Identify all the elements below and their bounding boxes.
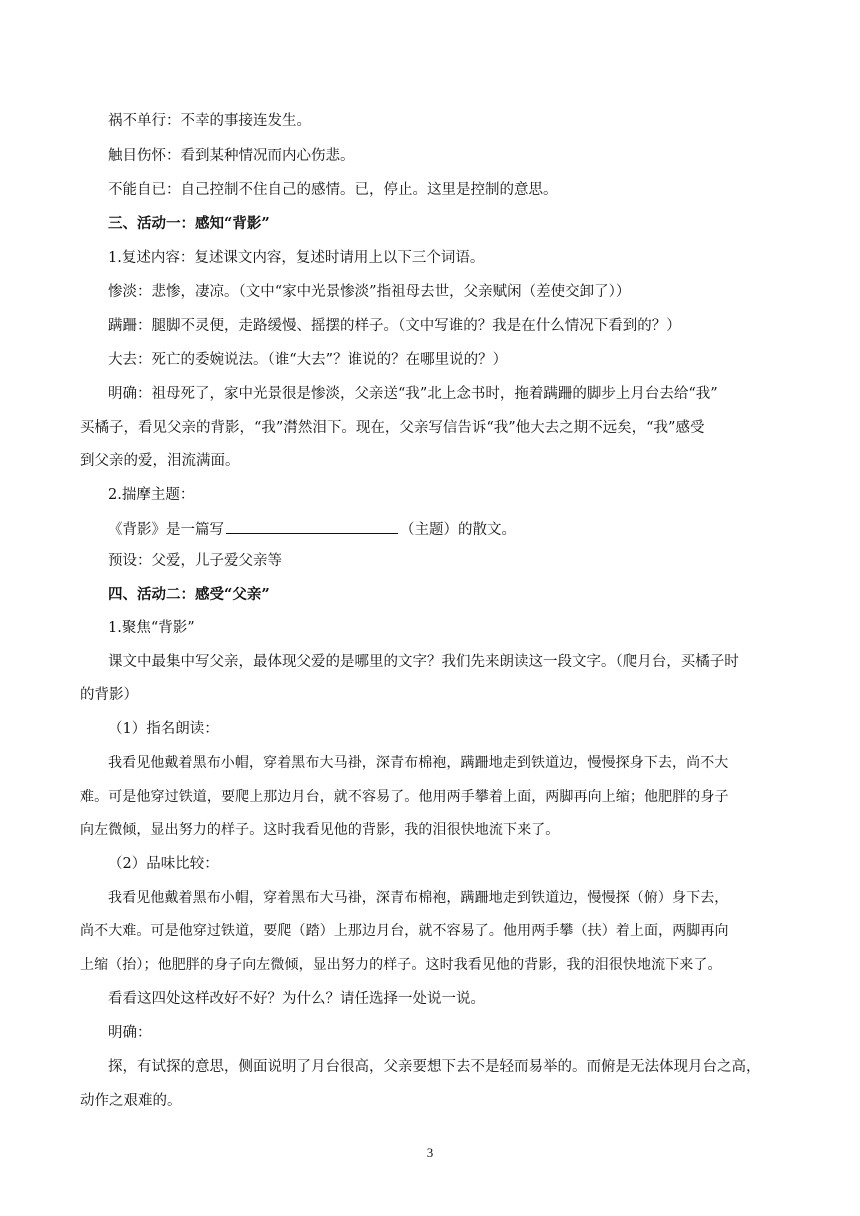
text-line: 祸不单行：不幸的事接连发生。 <box>108 113 311 129</box>
text-line: 大去：死亡的委婉说法。（谁“大去”？谁说的？在哪里说的？） <box>108 352 508 368</box>
quote-line: 上缩（抬）；他肥胖的身子向左微倾，显出努力的样子。这时我看见他的背影，我的泪很快地流下来了。 <box>80 957 722 973</box>
text-line: 触目伤怀：看到某种情况而内心伤悲。 <box>108 148 355 164</box>
quote-line: 我看见他戴着黑布小帽，穿着黑布大马褂，深青布棉袍，蹒跚地走到铁道边，慢慢探身下去，尚不大 <box>108 755 729 771</box>
page-number: 3 <box>426 1145 434 1160</box>
text-line: 1.聚焦“背影” <box>108 620 195 636</box>
text-line: 动作之艰难的。 <box>80 1093 182 1109</box>
fill-in-suffix: （主题）的散文。 <box>400 522 516 538</box>
quote-line: 向左微倾，显出努力的样子。这时我看见他的背影，我的泪很快地流下来了。 <box>80 822 560 838</box>
text-line: 不能自已：自己控制不住自己的感情。已，停止。这里是控制的意思。 <box>108 182 558 198</box>
text-line: 的背影） <box>80 687 138 703</box>
section-heading: 三、活动一：感知“背影” <box>108 215 270 232</box>
text-line: 明确： <box>108 1025 152 1041</box>
text-line: 课文中最集中写父亲，最体现父爱的是哪里的文字？我们先来朗读这一段文字。（爬月台，买橘子时 <box>108 654 739 670</box>
text-line: （2）品味比较： <box>108 856 219 872</box>
answer-blank[interactable] <box>226 519 398 534</box>
section-heading: 四、活动二：感受“父亲” <box>108 586 270 603</box>
text-line: 蹒跚：腿脚不灵便，走路缓慢、摇摆的样子。（文中写谁的？我是在什么情况下看到的？） <box>108 318 681 334</box>
text-line: （1）指名朗读： <box>108 721 219 737</box>
fill-in-prefix: 《背影》是一篇写 <box>108 522 224 538</box>
quote-line: 我看见他戴着黑布小帽，穿着黑布大马褂，深青布棉袍，蹒跚地走到铁道边，慢慢探（俯）身下去， <box>108 890 729 906</box>
text-line: 买橘子，看见父亲的背影，“我”潸然泪下。现在，父亲写信告诉“我”他大去之期不远矣，“我”感受 <box>80 420 705 436</box>
quote-line: 难。可是他穿过铁道，要爬上那边月台，就不容易了。他用两手攀着上面，两脚再向上缩；他肥胖的身子 <box>80 789 729 805</box>
text-line: 惨淡：悲惨，凄凉。（文中“家中光景惨淡”指祖母去世，父亲赋闲（差使交卸了）） <box>108 284 631 300</box>
text-line: 探，有试探的意思，侧面说明了月台很高，父亲要想下去不是轻而易举的。而俯是无法体现月台之高， <box>108 1059 761 1075</box>
quote-line: 尚不大难。可是他穿过铁道，要爬（踏）上那边月台，就不容易了。他用两手攀（扶）着上面，两脚再向 <box>80 923 729 939</box>
text-line: 到父亲的爱，泪流满面。 <box>80 453 240 469</box>
text-line: 2.揣摩主题： <box>108 487 195 503</box>
text-line: 明确：祖母死了，家中光景很是惨淡，父亲送“我”北上念书时，拖着蹒跚的脚步上月台去给“我” <box>108 386 718 402</box>
text-line: 看看这四处这样改好不好？为什么？请任选择一处说一说。 <box>108 991 485 1007</box>
text-line: 预设：父爱，儿子爱父亲等 <box>108 553 282 569</box>
fill-in-line <box>108 519 516 539</box>
text-line: 1.复述内容：复述课文内容，复述时请用上以下三个词语。 <box>108 250 485 266</box>
